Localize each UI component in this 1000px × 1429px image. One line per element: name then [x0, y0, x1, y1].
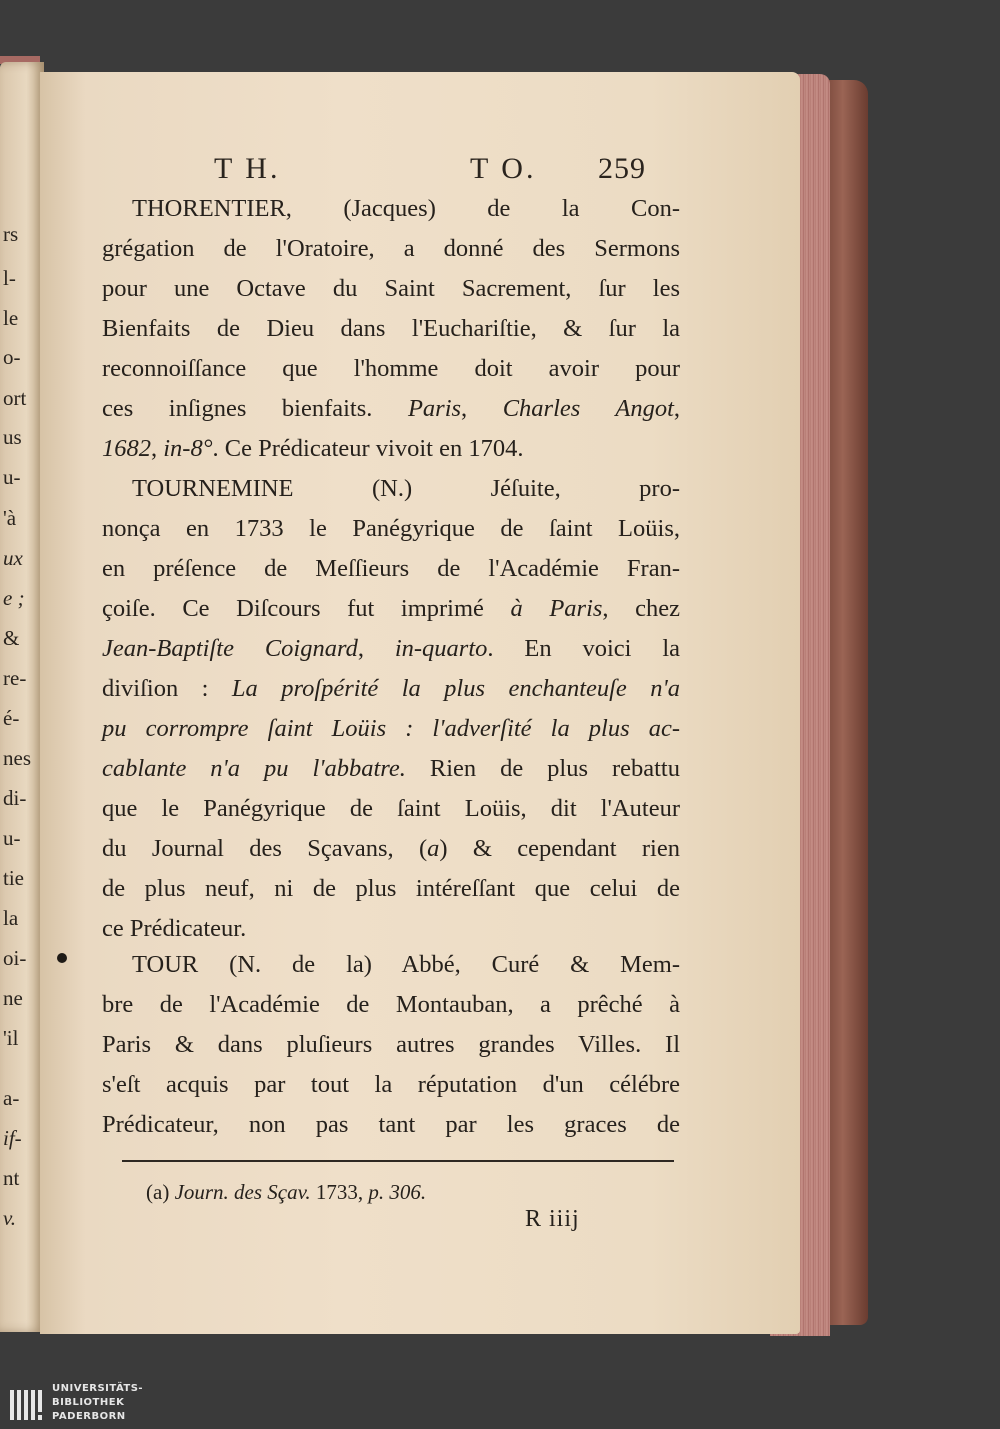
text-segment: TOUR (N. de la) Abbé, Curé & Mem- — [132, 951, 680, 978]
previous-page-fragment: ux — [3, 546, 23, 570]
previous-page-fragment: 'il — [3, 1026, 19, 1050]
text-segment: en préſence de Meſſieurs de l'Académie Fran- — [102, 555, 680, 582]
text-line — [102, 754, 680, 784]
footnote-source: Journ. des Sçav. — [174, 1180, 311, 1204]
italic-segment: Jean-Baptiſte Coignard — [102, 635, 358, 662]
italic-segment: Charles Angot — [502, 395, 674, 422]
previous-page-fragment: & — [3, 626, 20, 650]
text-line — [102, 354, 680, 384]
previous-page-fragment: nes — [3, 746, 31, 770]
text-segment: , chez — [602, 595, 681, 622]
previous-page-fragment: o- — [3, 345, 21, 369]
text-segment: pour une Octave du Saint Sacrement, ſur les — [102, 275, 680, 302]
previous-page-fragment: a- — [3, 1086, 20, 1110]
library-logo-icon — [8, 1386, 46, 1424]
text-segment: diviſion : — [102, 675, 232, 702]
previous-page-fragment: ne — [3, 986, 23, 1010]
institution-line-1: UNIVERSITÄTS- — [52, 1383, 144, 1394]
italic-segment: in-8° — [163, 435, 213, 462]
italic-segment: 1682 — [102, 435, 151, 462]
text-segment: ces inſignes bienfaits. — [102, 395, 408, 422]
text-segment: reconnoiſſance que l'homme doit avoir pour — [102, 355, 680, 382]
text-segment: TOURNEMINE (N.) Jéſuite, pro- — [132, 475, 680, 502]
italic-segment: à Paris — [510, 595, 603, 622]
text-segment: , — [461, 395, 503, 422]
text-line — [132, 950, 680, 980]
text-line — [102, 874, 680, 904]
text-line — [102, 1070, 680, 1100]
previous-page-fragment: u- — [3, 465, 21, 489]
previous-page-fragment: rs — [3, 222, 19, 246]
text-line — [102, 834, 680, 864]
previous-page-fragment: la — [3, 906, 19, 930]
text-line — [102, 434, 680, 464]
text-segment: ce Prédicateur. — [102, 915, 247, 942]
text-segment: Paris & dans pluſieurs autres grandes Villes. Il — [102, 1031, 680, 1058]
italic-segment: La proſpérité la plus enchanteuſe n'a — [231, 675, 680, 702]
previous-page-fragment: us — [3, 425, 22, 449]
italic-segment: a — [427, 835, 440, 862]
text-line — [102, 554, 680, 584]
text-segment: . Ce Prédicateur vivoit en 1704. — [212, 435, 524, 462]
signature-mark: R iiij — [525, 1206, 580, 1232]
previous-page-fragment: e ; — [3, 586, 25, 610]
text-segment: que le Panégyrique de ſaint Loüis, dit l'Auteur — [102, 795, 680, 822]
text-line — [132, 194, 680, 224]
italic-segment: Paris — [407, 395, 462, 422]
previous-page-fragment: 'à — [3, 506, 17, 530]
text-line — [102, 1030, 680, 1060]
italic-segment: pu corrompre ſaint Loüis : l'adverſité la plus ac- — [102, 715, 680, 742]
text-line — [102, 274, 680, 304]
book-cover-right — [826, 80, 868, 1325]
institution-line-3: PADERBORN — [52, 1411, 126, 1422]
text-segment: du Journal des Sçavans, ( — [102, 835, 428, 862]
footnote-rule — [122, 1160, 674, 1162]
page-number: 259 — [598, 152, 646, 185]
footnote-mark: (a) — [146, 1180, 175, 1204]
text-line — [102, 634, 680, 664]
text-segment: , — [151, 435, 164, 462]
previous-page-fragment: é- — [3, 706, 20, 730]
previous-page-fragment: oi- — [3, 946, 27, 970]
text-segment: çoiſe. Ce Diſcours fut imprimé — [102, 595, 511, 622]
text-segment: THORENTIER, (Jacques) de la Con- — [132, 195, 680, 222]
previous-page-fragment: nt — [3, 1166, 20, 1190]
text-segment: grégation de l'Oratoire, a donné des Sermons — [102, 235, 680, 262]
italic-segment: cablante n'a pu l'abbatre. — [102, 755, 406, 782]
previous-page-fragment: if- — [3, 1126, 22, 1150]
text-line — [102, 914, 680, 944]
text-segment: s'eſt acquis par tout la réputation d'un célébre — [102, 1071, 680, 1098]
text-segment: bre de l'Académie de Montauban, a prêché à — [102, 991, 680, 1018]
text-segment: Bienfaits de Dieu dans l'Euchariſtie, & ſur la — [102, 315, 680, 342]
previous-page-fragment: tie — [3, 866, 24, 890]
running-head-right: T O. — [470, 152, 537, 185]
previous-page-fragment: ort — [3, 386, 27, 410]
previous-page-fragment: l- — [3, 266, 16, 290]
text-line — [102, 394, 680, 424]
text-line — [102, 1110, 680, 1140]
text-line — [102, 234, 680, 264]
footnote-page: p. 306. — [368, 1180, 427, 1204]
text-segment: , — [673, 395, 681, 422]
text-line — [102, 314, 680, 344]
text-segment: de plus neuf, ni de plus intéreſſant que celui de — [102, 875, 680, 902]
previous-page-fragment: re- — [3, 666, 27, 690]
previous-page-fragment: le — [3, 306, 19, 330]
footnote-year: 1733, — [310, 1180, 369, 1204]
footnote — [146, 1180, 426, 1205]
binding-hole — [57, 953, 67, 963]
text-segment: , — [357, 635, 395, 662]
text-line — [102, 594, 680, 624]
text-segment: nonça en 1733 le Panégyrique de ſaint Loüis, — [102, 515, 680, 542]
text-line — [132, 474, 680, 504]
text-segment: ) & cependant rien — [439, 835, 680, 862]
previous-page-fragment: di- — [3, 786, 27, 810]
text-line — [102, 674, 680, 704]
italic-segment: in-quarto — [394, 635, 488, 662]
institution-line-2: BIBLIOTHEK — [52, 1397, 125, 1408]
text-segment: Prédicateur, non pas tant par les graces de — [102, 1111, 680, 1138]
text-segment: Rien de plus rebattu — [405, 755, 680, 782]
previous-page-fragment: v. — [3, 1206, 17, 1230]
running-head-left: T H. — [214, 152, 281, 185]
footer-bar — [0, 1380, 1000, 1429]
text-line — [102, 794, 680, 824]
text-line — [102, 990, 680, 1020]
text-line — [102, 514, 680, 544]
text-segment: . En voici la — [487, 635, 680, 662]
previous-page-fragment: u- — [3, 826, 21, 850]
text-line — [102, 714, 680, 744]
